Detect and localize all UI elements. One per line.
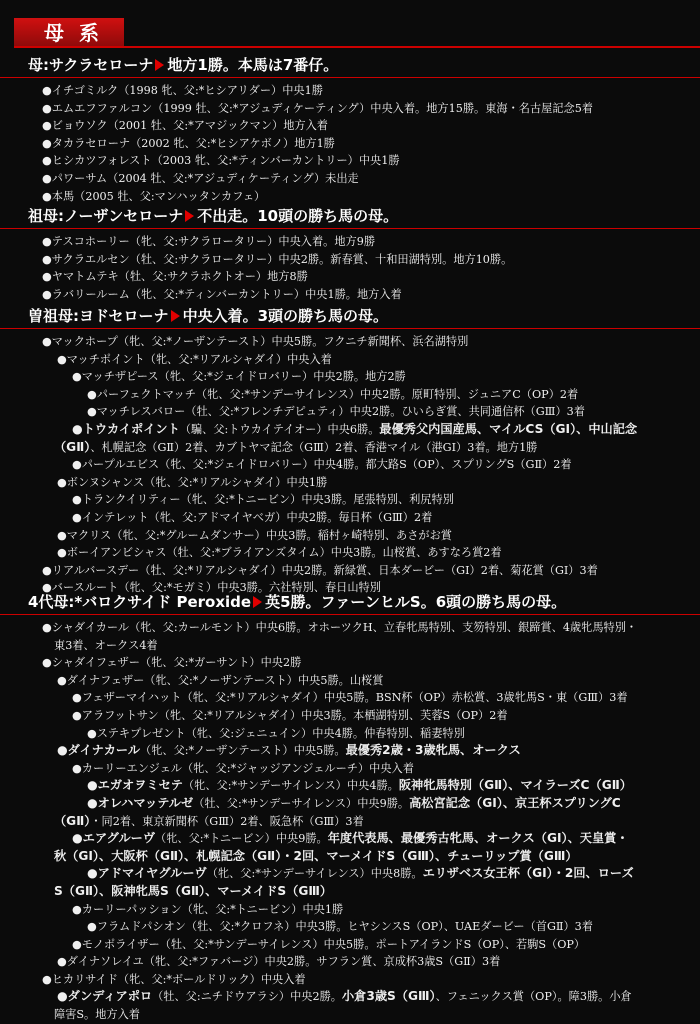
list-item: ●ステキプレゼント（牝、父:ジェニュイン）中央4勝。仲春特別、稲妻特別 [87,726,465,740]
horse-honors: 秋（GⅠ）、大阪杯（GⅡ）、札幌記念（GⅡ）・2回、マーメイドS（GⅢ）、チューリップ賞（GⅢ） [54,848,578,863]
list-item-continued: 障害S。地方入着 [54,1008,140,1022]
section-great-granddam [28,305,700,597]
list-item: ●バースルート（牝、父:*モガミ）中央3勝。六社特別、春日山特別 [42,581,381,595]
list-item: ●ラバリールーム（牝、父:*ティンバーカントリー）中央1勝。地方入着 [42,287,402,301]
list-item-continued: 東3着、オークス4着 [54,638,158,652]
list-item: ●フェザーマイハット（牝、父:*リアルシャダイ）中央5勝。BSN杯（OP）赤松賞、3歳牝馬S・東（GⅢ）3着 [72,691,628,705]
horse-name: ●エガオヲミセテ [87,778,183,793]
horse-name: ●エアグルーヴ [72,831,156,846]
horse-detail: （騙、父:トウカイテイオー）中央6勝。 [179,422,380,436]
section-fourth-dam [28,591,700,1024]
list-item-continued [42,439,700,457]
horse-honors: 最優秀2歳・3歳牝馬、オークス [345,743,521,758]
horse-name: ●ダンディアポロ [57,989,153,1004]
heading-name: 曽祖母:ヨドセローナ [28,307,169,325]
list-item-continued [42,848,700,866]
triangle-icon [185,210,194,222]
list-item-featured [42,865,700,883]
list-item-featured [42,795,700,813]
list-item: ●ボーイアンビシャス（牡、父:*ブライアンズタイム）中央3勝。山桜賞、あすなろ賞2着 [57,546,502,560]
section-heading [28,54,700,78]
list-item-featured [42,421,700,439]
horse-honors: S（GⅡ）、阪神牝馬S（GⅡ）、マーメイドS（GⅢ） [54,883,333,898]
list-item: ●マクリス（牝、父:*グルームダンサー）中央3勝。稲村ヶ崎特別、あさがお賞 [57,528,452,542]
list-item: ●フラムドパシオン（牡、父:*クロフネ）中央3勝。ヒヤシンスS（OP）、UAEダービー（首GⅡ）3着 [87,920,593,934]
section-heading [28,591,700,615]
list-item: ●パワーサム（2004 牡、父:*アジュディケーティング）未出走 [42,171,359,185]
list-item: ●リアルバースデー（牡、父:*リアルシャダイ）中央2勝。新緑賞、日本ダービー（GⅠ）2着、菊花賞（GⅠ）3着 [42,563,598,577]
list-item: ●パープルエビス（牝、父:*ジェイドロバリー）中央4勝。都大路S（OP）、スプリングS（GⅡ）2着 [72,458,572,472]
list-item: ●カーリーエンジェル（牝、父:*ジャッジアンジェルーチ）中央入着 [72,761,414,775]
list-item: ●ビョウソク（2001 牡、父:*アマジックマン）地方入着 [42,119,328,133]
section-heading [28,305,700,329]
list-item: ●本馬（2005 牡、父:マンハッタンカフェ） [42,189,266,203]
heading-name: 4代母:*バロクサイド Peroxide [28,593,252,611]
list-item: ●カーリーパッション（牝、父:*トニービン）中央1勝 [72,902,344,916]
heading-note: 英5勝。ファーンヒルS。6頭の勝ち馬の母。 [265,593,567,611]
heading-name: 母:サクラセローナ [28,56,154,74]
horse-detail: 、札幌記念（GⅡ）2着、カブトヤマ記念（GⅢ）2着、香港マイル（港GⅠ）3着。地方1勝 [90,440,538,454]
list-item: ●トランクイリティー（牝、父:*トニービン）中央3勝。尾張特別、利尻特別 [72,493,454,507]
list-item-continued [42,883,700,901]
list-item: ●シャダイカール（牝、父:カールモント）中央6勝。オホーツクH、立春牝馬特別、支笏特別、銀蹄賞、4歳牝馬特別・ [42,621,638,634]
list-item-featured [42,988,700,1006]
horse-name: ●オレハマッテルゼ [87,795,194,810]
list-item: ●パーフェクトマッチ（牝、父:*サンデーサイレンス）中央2勝。原町特別、ジュニアC（OP）2着 [87,387,579,401]
list-item-continued [42,813,700,831]
list-item-featured [42,830,700,848]
list-item: ●マッチレスバロー（牡、父:*フレンチデピュティ）中央2勝。ひいらぎ賞、共同通信杯（GⅢ）3着 [87,405,585,419]
list-item: ●ダイナソレイユ（牝、父:*ファバージ）中央2勝。サフラン賞、京成杯3歳S（GⅡ）3着 [57,955,501,969]
heading-underline [0,228,700,229]
list-item: ●ヒシカツフォレスト（2003 牝、父:*ティンバーカントリー）中央1勝 [42,154,400,168]
heading-note: 地方1勝。本馬は7番仔。 [167,56,339,74]
list-item: ●テスコホーリー（牝、父:サクラロータリー）中央入着。地方9勝 [42,235,376,248]
list-item: ●エムエフファルコン（1999 牡、父:*アジュディケーティング）中央入着。地方15勝。東海・名古屋記念5着 [42,101,593,115]
list-item: ●アラフットサン（牝、父:*リアルシャダイ）中央3勝。本栖湖特別、芙蓉S（OP）2着 [72,708,508,722]
heading-underline [0,77,700,78]
section-title-bar [14,18,700,48]
horse-detail: （牝、父:*ノーザンテースト）中央5勝。 [140,744,346,758]
horse-detail: 、フェニックス賞（OP）。障3勝。小倉 [435,990,632,1004]
list-item-featured [42,742,700,760]
list-item: ●タカラセローナ（2002 牝、父:*ヒシアケボノ）地方1勝 [42,136,335,150]
horse-detail: （牝、父:*サンデーサイレンス）中央8勝。 [206,867,423,881]
list-item: ●モノポライザー（牡、父:*サンデーサイレンス）中央5勝。ポートアイランドS（OP）、若駒S（OP） [72,937,586,951]
heading-underline [0,328,700,329]
horse-detail: （牝、父:*トニービン）中央9勝。 [155,832,328,846]
list-item: ●サクラエルセン（牡、父:サクラロータリー）中央2勝。新春賞、十和田湖特別。地方10勝。 [42,252,513,266]
horse-name: ●アドマイヤグルーヴ [87,866,207,881]
horse-detail: （牡、父:ニチドウアラシ）中央2勝。 [152,990,342,1004]
horse-honors: 阪神牝馬特別（GⅡ）、マイラーズC（GⅡ） [398,778,632,793]
horse-honors: （GⅡ） [54,813,91,828]
heading-note: 中央入着。3頭の勝ち馬の母。 [182,307,389,325]
horse-honors: 高松宮記念（GⅠ）、京王杯スプリングC [409,795,621,810]
title-underline [14,46,700,48]
list-item: ●マッチザピース（牝、父:*ジェイドロバリー）中央2勝。地方2勝 [72,370,406,384]
list-item-featured [42,777,700,795]
triangle-icon [155,59,164,71]
horse-name: ●ダイナカール [57,743,141,758]
list-item: ●インテレット（牝、父:アドマイヤベガ）中央2勝。毎日杯（GⅢ）2着 [72,510,433,524]
triangle-icon [253,596,262,608]
heading-name: 祖母:ノーザンセローナ [28,207,184,225]
list-item: ●マッチポイント（牝、父:*リアルシャダイ）中央入着 [57,352,332,366]
horse-honors: 小倉3歳S（GⅢ） [341,989,436,1004]
list-item: ●ダイナフェザー（牝、父:*ノーザンテースト）中央5勝。山桜賞 [57,673,384,687]
section-granddam [28,205,700,303]
horse-honors: 最優秀父内国産馬、マイルCS（GⅠ）、中山記念 [379,421,638,436]
horse-name: ●トウカイポイント [72,421,180,436]
horse-honors: エリザベス女王杯（GⅠ）・2回、ローズ [422,866,634,881]
horse-detail: （牡、父:*サンデーサイレンス）中央9勝。 [193,796,410,810]
heading-note: 不出走。10頭の勝ち馬の母。 [197,207,399,225]
horse-detail: ・同2着、東京新聞杯（GⅢ）2着、阪急杯（GⅢ）3着 [90,814,364,828]
list-item: ●シャダイフェザー（牝、父:*ガーサント）中央2勝 [42,656,302,670]
list-item: ●イチゴミルク（1998 牝、父:*ヒシアリダー）中央1勝 [42,84,323,97]
horse-honors: （GⅡ） [54,439,91,454]
list-item: ●ヒカリサイド（牝、父:*ボールドリック）中央入着 [42,972,306,986]
page-title: 母 系 [44,21,103,45]
horse-honors: 年度代表馬、最優秀古牝馬、オークス（GⅠ）、天皇賞・ [327,831,629,846]
list-item: ●マックホープ（牝、父:*ノーザンテースト）中央5勝。フクニチ新聞杯、浜名湖特別 [42,335,469,348]
section-dam [28,54,700,205]
heading-underline [0,614,700,615]
horse-detail: （牝、父:*サンデーサイレンス）中央4勝。 [182,779,399,793]
list-item: ●ボンヌシャンス（牝、父:*リアルシャダイ）中央1勝 [57,475,328,489]
triangle-icon [171,310,180,322]
list-item: ●ヤマトムテキ（牡、父:サクラホクトオー）地方8勝 [42,270,308,284]
section-heading [28,205,700,229]
